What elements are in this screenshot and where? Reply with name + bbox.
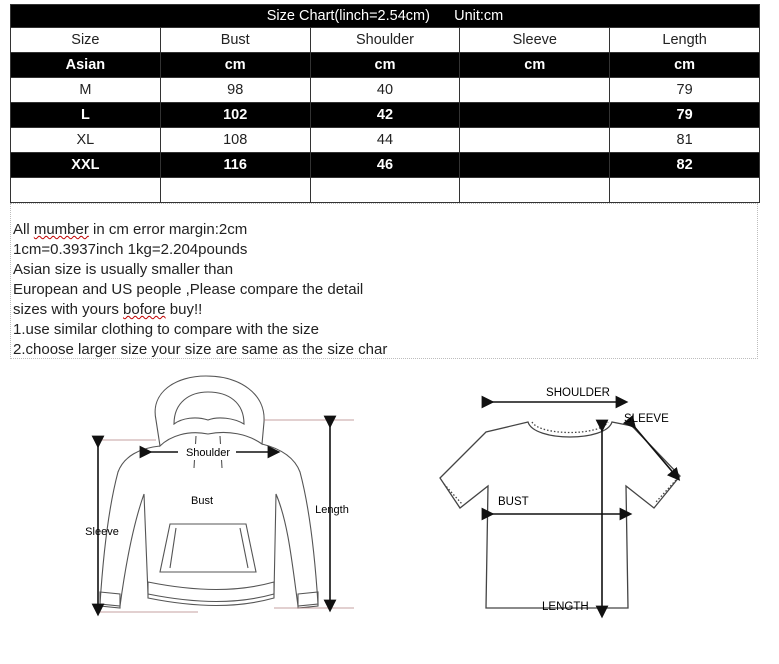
table-cell	[310, 178, 460, 203]
table-cell	[610, 178, 760, 203]
note-text: All	[13, 221, 34, 238]
table-cell: cm	[460, 53, 610, 78]
size-notes	[10, 203, 758, 359]
tshirt-diagram	[436, 380, 706, 622]
note-line: 1cm=0.3937inch 1kg=2.204pounds	[13, 241, 248, 258]
table-row	[11, 153, 760, 178]
table-cell: 81	[610, 128, 760, 153]
bust-label: Bust	[190, 495, 214, 507]
note-text: in cm error margin:2cm	[88, 221, 248, 238]
bust-label: BUST	[498, 496, 529, 508]
hoodie-diagram	[78, 372, 378, 624]
sleeve-label: Sleeve	[85, 526, 119, 538]
table-cell: 40	[310, 78, 460, 103]
table-cell	[460, 153, 610, 178]
size-chart-table	[10, 4, 760, 203]
note-text: bofore	[123, 301, 166, 318]
note-line: European and US people ,Please compare the detail	[13, 281, 364, 298]
note-line	[13, 220, 757, 240]
table-row	[11, 78, 760, 103]
table-cell: XXL	[11, 153, 161, 178]
table-cell	[11, 178, 161, 203]
hoodie-outline	[100, 376, 318, 608]
table-cell: 98	[160, 78, 310, 103]
table-header-row	[11, 28, 760, 53]
table-cell: 102	[160, 103, 310, 128]
note-line	[13, 300, 757, 320]
table-cell: 82	[610, 153, 760, 178]
header-cell: Bust	[160, 28, 310, 53]
table-cell: 116	[160, 153, 310, 178]
table-row	[11, 128, 760, 153]
note-line: 2.choose larger size your size are same as the size char	[13, 341, 388, 358]
header-cell: Sleeve	[460, 28, 610, 53]
length-label: Length	[315, 504, 349, 516]
size-chart-title: Size Chart(linch=2.54cm) Unit:cm	[11, 5, 760, 28]
sleeve-label: SLEEVE	[624, 413, 669, 425]
table-cell: cm	[310, 53, 460, 78]
table-cell: 42	[310, 103, 460, 128]
length-label: LENGTH	[542, 601, 589, 613]
header-cell: Length	[610, 28, 760, 53]
header-cell: Shoulder	[310, 28, 460, 53]
table-cell: 108	[160, 128, 310, 153]
table-cell	[460, 128, 610, 153]
table-cell	[460, 103, 610, 128]
table-cell: cm	[610, 53, 760, 78]
note-text: sizes with yours	[13, 301, 124, 318]
note-text: buy!!	[165, 301, 203, 318]
units-row	[11, 53, 760, 78]
table-cell	[460, 78, 610, 103]
table-cell	[160, 178, 310, 203]
table-cell: XL	[11, 128, 161, 153]
table-row	[11, 103, 760, 128]
table-cell: L	[11, 103, 161, 128]
note-line: Asian size is usually smaller than	[13, 261, 234, 278]
table-cell: Asian	[11, 53, 161, 78]
shoulder-label: Shoulder	[185, 447, 231, 459]
table-cell: 44	[310, 128, 460, 153]
table-cell: 79	[610, 78, 760, 103]
table-cell: cm	[160, 53, 310, 78]
table-cell: M	[11, 78, 161, 103]
note-text: mumber	[33, 221, 89, 238]
header-cell: Size	[11, 28, 161, 53]
shoulder-label: SHOULDER	[546, 387, 610, 399]
table-cell	[460, 178, 610, 203]
note-line: 1.use similar clothing to compare with the size	[13, 321, 319, 338]
table-cell: 79	[610, 103, 760, 128]
table-row	[11, 178, 760, 203]
tshirt-outline	[440, 422, 680, 608]
table-cell: 46	[310, 153, 460, 178]
